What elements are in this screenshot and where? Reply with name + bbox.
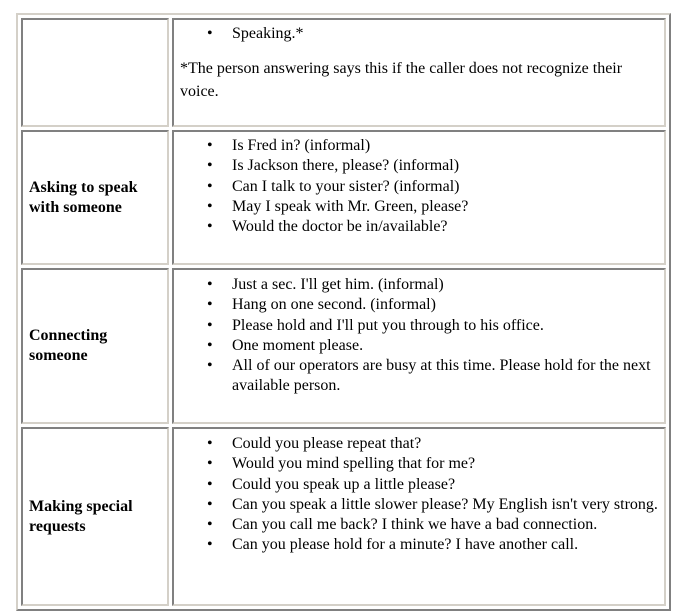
row-label-special-requests: Making special requests: [21, 427, 169, 606]
list-item: • Can you call me back? I think we have a bad connection.: [232, 515, 658, 535]
table-row: [21, 427, 666, 606]
list-item: • Could you speak up a little please?: [232, 475, 658, 495]
list-item: • Just a sec. I'll get him. (informal): [232, 275, 658, 295]
list-item: • All of our operators are busy at this time. Please hold for the next available person.: [232, 356, 658, 397]
phrase-list: [180, 24, 658, 44]
list-item: • Would you mind spelling that for me?: [232, 454, 658, 474]
list-item: • Can you please hold for a minute? I have another call.: [232, 535, 658, 555]
list-item: • Can I talk to your sister? (informal): [232, 177, 658, 197]
list-item: • Hang on one second. (informal): [232, 295, 658, 315]
list-item: • Can you speak a little slower please? My English isn't very strong.: [232, 495, 658, 515]
list-item: • Could you please repeat that?: [232, 434, 658, 454]
list-item: • Is Jackson there, please? (informal): [232, 156, 658, 176]
phrases-cell: [172, 427, 666, 606]
list-item: • Speaking.*: [232, 24, 658, 44]
table-row: [21, 130, 666, 265]
list-item: • One moment please.: [232, 336, 658, 356]
phrases-cell: [172, 130, 666, 265]
list-item: • Would the doctor be in/available?: [232, 217, 658, 237]
phrases-cell: [172, 268, 666, 424]
table-row: [21, 18, 666, 127]
row-label-asking: Asking to speak with someone: [21, 130, 169, 265]
list-item: • Is Fred in? (informal): [232, 136, 658, 156]
table-row: [21, 268, 666, 424]
list-item: • Please hold and I'll put you through to his office.: [232, 316, 658, 336]
phrase-list: [180, 275, 658, 397]
phone-phrases-table: [16, 13, 671, 611]
footnote: *The person answering says this if the caller does not recognize their voice.: [180, 60, 623, 101]
row-label-connecting: Connecting someone: [21, 268, 169, 424]
row-label-empty: [21, 18, 169, 127]
phrases-cell: [172, 18, 666, 127]
phrase-list: [180, 136, 658, 237]
phrase-list: [180, 434, 658, 556]
list-item: • May I speak with Mr. Green, please?: [232, 197, 658, 217]
